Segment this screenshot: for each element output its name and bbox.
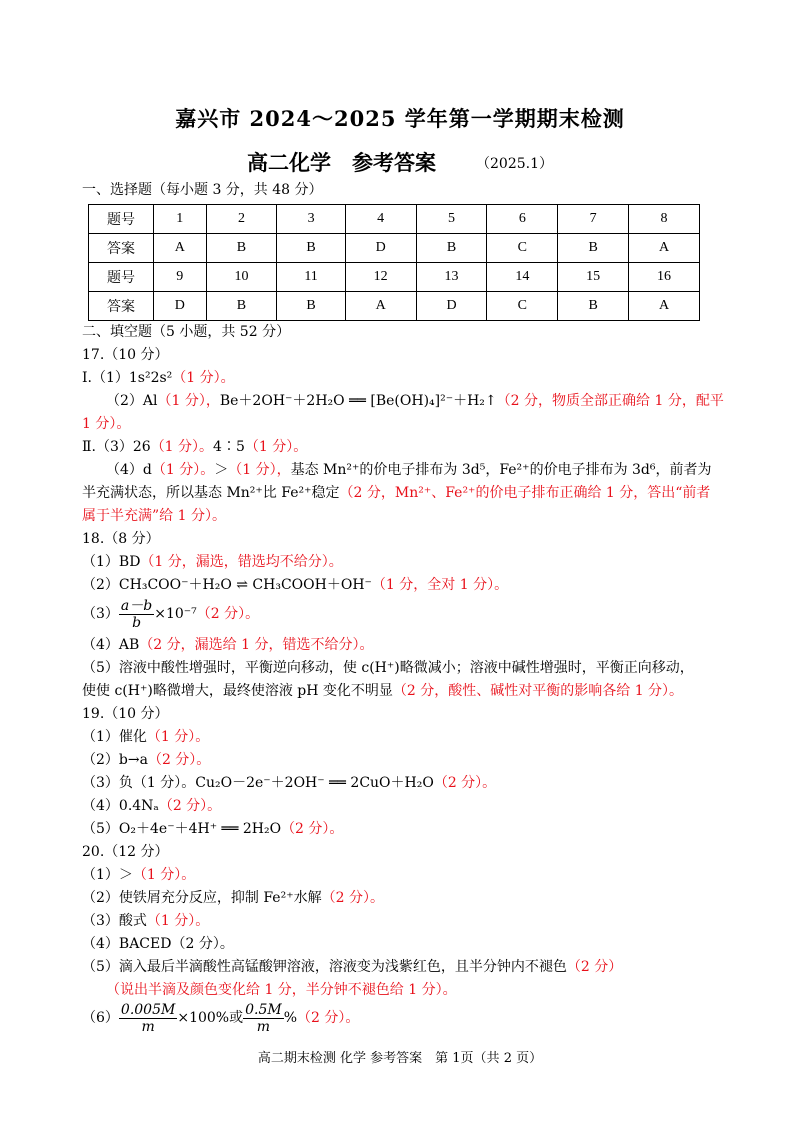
table-cell: B [416,234,487,263]
answer-text: （6） [82,1010,119,1026]
q20-part4: （4）BACED（2 分）。 [82,936,234,952]
row-label: 题号 [89,263,154,292]
equation: （2）CH₃COO⁻＋H₂O ⇌ CH₃COOH＋OH⁻ [82,577,372,593]
exam-date: （2025.1） [476,156,553,172]
table-cell: 2 [206,205,277,234]
score-note: （1 分）。 [132,867,196,883]
row-label: 答案 [89,234,154,263]
table-row [89,234,700,263]
score-note: （2 分）。 [321,890,384,906]
answer-table [88,204,700,321]
answer-text: 使使 c(H⁺)略微增大，最终使溶液 pH 变化不明显 [82,683,393,699]
q17-label: 17.（10 分） [82,347,169,363]
q20-label: 20.（12 分） [82,844,169,860]
answer-text: （1）＞ [82,867,133,883]
score-note: （1 分）。 [244,439,308,455]
table-cell: B [206,292,277,321]
table-row [89,263,700,292]
score-note: （1 分）。 [150,439,214,455]
score-note: （1 分，全对 1 分）。 [371,577,509,593]
fraction-numerator: a－b [120,597,153,614]
q20-part6 [82,1000,359,1036]
answer-text: （2）使铁屑充分反应，抑制 Fe²⁺水解 [82,890,322,906]
table-cell: D [416,292,487,321]
section2-heading: 二、填空题（5 小题，共 52 分） [82,324,291,340]
page-subtitle [0,147,800,177]
score-note: （1 分）。 [151,462,215,478]
table-cell: 12 [345,263,416,292]
score-note: （1 分）。 [146,913,210,929]
table-cell: B [277,234,345,263]
q18-label: 18.（8 分） [82,531,160,547]
q20-part2 [82,888,384,908]
score-note: （2 分，漏选给 1 分，错选不给分）。 [139,637,374,653]
score-note: （2 分，酸性、碱性对平衡的影响各给 1 分）。 [392,683,684,699]
score-note: （1 分）， [157,393,220,409]
table-cell: 16 [629,263,700,292]
table-cell: B [206,234,277,263]
answer-text: （2）Al [106,393,158,409]
table-cell: 10 [206,263,277,292]
table-cell: B [558,292,629,321]
table-cell: 15 [558,263,629,292]
table-cell: 7 [558,205,629,234]
q19-part2 [82,750,210,770]
score-note: （1 分）。 [172,370,235,386]
equation: Be＋2OH⁻＋2H₂O ══ [Be(OH)₄]²⁻＋H₂↑ [219,393,497,409]
answer-text: ×100%或 [177,1010,244,1026]
fraction [119,1002,177,1035]
score-note: （2 分） [566,959,623,975]
section1-heading: 一、选择题（每小题 3 分，共 48 分） [82,182,323,198]
q18-part3 [82,596,259,632]
score-note: （2 分）。 [196,606,260,622]
row-label: 答案 [89,292,154,321]
score-note: （2 分）。 [297,1010,360,1026]
score-note: （1 分）， [228,462,291,478]
table-cell: B [558,234,629,263]
answer-text: （1）BD [82,554,141,570]
table-cell: A [629,292,700,321]
table-cell: 5 [416,205,487,234]
q17-part2-cont: 1 分）。 [82,416,131,432]
table-cell: A [629,234,700,263]
q18-part2 [82,575,508,595]
answer-text: Ⅱ.（3）26 [82,439,151,455]
q17-part4-cont [82,483,710,503]
table-cell: 13 [416,263,487,292]
answer-text: （1）催化 [82,729,147,745]
table-row [89,205,700,234]
q17-part3 [82,437,307,457]
table-row [89,292,700,321]
score-note: （1 分）。 [146,729,210,745]
table-cell: 3 [277,205,345,234]
table-cell: C [487,292,558,321]
q19-part4 [82,796,221,816]
table-cell: D [154,292,207,321]
q17-part2 [106,391,724,411]
page-title: 嘉兴市 2024～2025 学年第一学期期末检测 [175,106,625,131]
table-cell: 8 [629,205,700,234]
answer-text: ×10⁻⁷ [154,606,197,622]
score-note: （1 分，漏选，错选均不给分）。 [140,554,343,570]
answer-text: （3） [82,606,119,622]
table-cell: B [277,292,345,321]
answer-text: （5）滴入最后半滴酸性高锰酸钾溶液，溶液变为浅紫红色，且半分钟内不褪色 [82,959,567,975]
fraction-denominator: m [141,1018,155,1035]
q18-part1 [82,552,343,572]
score-note: （2 分）。 [433,775,497,791]
q20-part3 [82,911,209,931]
score-note: （2 分）。 [281,821,344,837]
q19-part1 [82,727,209,747]
q19-part3 [82,773,496,793]
q18-part5-cont [82,681,683,701]
answer-text: % [283,1010,298,1026]
fraction [243,1002,284,1035]
table-cell: D [345,234,416,263]
fraction [119,598,154,631]
answer-text: （2）b→a [82,752,148,768]
fraction-numerator: 0.5M [245,1001,282,1018]
answer-text: ＞ [214,462,229,478]
page-footer: 高二期末检测 化学 参考答案 第 1页（共 2 页） [257,1051,543,1066]
answer-text: 基态 Mn²⁺的价电子排布为 3d⁵，Fe²⁺的价电子排布为 3d⁶，前者为 [290,462,712,478]
q19-label: 19.（10 分） [82,706,169,722]
q20-part5-note: （说出半滴及颜色变化给 1 分，半分钟不褪色给 1 分）。 [106,982,457,998]
fraction-numerator: 0.005M [120,1001,176,1018]
table-cell: 11 [277,263,345,292]
q20-part1 [82,865,195,885]
table-cell: C [487,234,558,263]
subtitle-text: 高二化学 参考答案 [247,150,436,175]
table-cell: A [154,234,207,263]
equation: （5）O₂＋4e⁻＋4H⁺ ══ 2H₂O [82,821,282,837]
fraction-denominator: m [256,1018,271,1035]
q17-part4 [106,460,712,480]
score-note: （2 分，物质全部正确给 1 分，配平 [496,393,724,409]
answer-text: （4）0.4Nₐ [82,798,159,814]
table-cell: 6 [487,205,558,234]
table-cell: 14 [487,263,558,292]
q20-part5 [82,957,622,977]
table-cell: 4 [345,205,416,234]
answer-text: （4）d [106,462,152,478]
score-note: （2 分）。 [147,752,211,768]
q18-part4 [82,635,373,655]
equation: （3）负（1 分）。Cu₂O－2e⁻＋2OH⁻ ══ 2CuO＋H₂O [82,775,434,791]
answer-text: 4∶5 [213,439,245,455]
score-note: （2 分）。 [158,798,222,814]
q17-part1 [82,368,235,388]
row-label: 题号 [89,205,154,234]
q17-part4-cont2: 属于半充满”给 1 分）。 [82,508,226,524]
answer-text: （3）酸式 [82,913,147,929]
answer-text: 半充满状态，所以基态 Mn²⁺比 Fe²⁺稳定 [82,485,340,501]
answer-text: （4）AB [82,637,140,653]
answer-text: Ⅰ.（1）1s²2s² [82,370,173,386]
q19-part5 [82,819,343,839]
table-cell: A [345,292,416,321]
fraction-denominator: b [132,614,142,631]
table-cell: 1 [154,205,207,234]
table-cell: 9 [154,263,207,292]
score-note: （2 分，Mn²⁺、Fe²⁺的价电子排布正确给 1 分，答出“前者 [339,485,711,501]
q18-part5: （5）溶液中酸性增强时，平衡逆向移动，使 c(H⁺)略微减小；溶液中碱性增强时，平衡正向移动， [82,660,694,676]
